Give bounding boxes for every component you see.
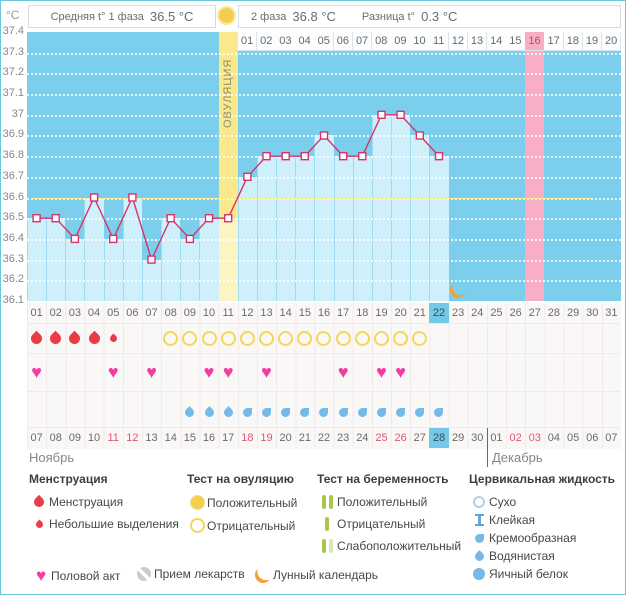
legend-item-label: Сухо bbox=[489, 495, 517, 509]
calendar-date-cell: 13 bbox=[145, 432, 158, 444]
temperature-marker bbox=[110, 235, 117, 242]
calendar-date-cell: 07 bbox=[30, 432, 43, 444]
menstruation-icon bbox=[84, 324, 103, 352]
calendar-date-cell: 25 bbox=[375, 432, 388, 444]
y-axis-tick-label: 37.3 bbox=[2, 45, 24, 58]
ovulation-test-negative-icon bbox=[316, 331, 331, 346]
legend-item bbox=[317, 539, 467, 553]
calendar-date-cell: 14 bbox=[164, 432, 177, 444]
cervical-creamy-cell bbox=[391, 399, 410, 425]
y-axis-tick-label: 37.1 bbox=[2, 87, 24, 100]
legend-item-label: Отрицательный bbox=[207, 518, 296, 533]
test-negative-icon bbox=[190, 518, 205, 533]
legend-item bbox=[29, 495, 184, 509]
cycle-day-cell: 17 bbox=[337, 307, 350, 319]
legend-item-label: Яичный белок bbox=[489, 567, 568, 581]
intercourse-heart-icon: ♥ bbox=[31, 362, 42, 382]
legend-item-label: Отрицательный bbox=[337, 517, 426, 531]
dpo-cell: 14 bbox=[487, 32, 507, 51]
intercourse-heart-icon: ♥ bbox=[395, 362, 406, 382]
cycle-day-cell: 31 bbox=[605, 307, 618, 319]
ovulation-test-negative-icon bbox=[355, 331, 370, 346]
calendar-date-cell: 15 bbox=[183, 432, 196, 444]
dpo-cell: 03 bbox=[276, 32, 296, 51]
sticky-icon bbox=[475, 514, 484, 526]
temperature-marker bbox=[282, 153, 289, 160]
phase2-value: 36.8 °C bbox=[292, 9, 336, 24]
legend-item-label: Половой акт bbox=[51, 568, 121, 583]
cycle-day-cell: 02 bbox=[49, 307, 62, 319]
cervical-creamy-cell bbox=[410, 399, 429, 425]
dpo-cell: 11 bbox=[429, 32, 449, 51]
spotting-drop-icon bbox=[34, 519, 44, 529]
cycle-day-cell: 03 bbox=[68, 307, 82, 319]
legend-item bbox=[317, 517, 467, 531]
ovulation-test-cell bbox=[161, 324, 180, 352]
creamy-drop-icon bbox=[339, 408, 348, 417]
intercourse-heart-icon: ♥ bbox=[337, 362, 349, 382]
cycle-day-cell: 27 bbox=[528, 307, 541, 319]
legend-item-label: Кремообразная bbox=[489, 531, 577, 545]
ovulation-test-negative-icon bbox=[259, 331, 274, 346]
creamy-icon bbox=[475, 534, 484, 543]
cervical-creamy-cell bbox=[314, 399, 333, 425]
cycle-day-cell: 15 bbox=[298, 307, 311, 319]
calendar-date-cell: 08 bbox=[49, 432, 62, 444]
temperature-marker bbox=[359, 153, 366, 160]
cycle-day-cell: 16 bbox=[317, 307, 331, 319]
ovulation-test-cell bbox=[353, 324, 372, 352]
dpo-cell: 17 bbox=[544, 32, 564, 51]
temperature-marker bbox=[263, 153, 270, 160]
dpo-cell: 12 bbox=[449, 32, 469, 51]
watery-icon bbox=[473, 550, 486, 563]
ovulation-test-cell bbox=[334, 324, 353, 352]
row-separator bbox=[27, 391, 621, 392]
legend-item bbox=[469, 531, 624, 545]
drop-icon bbox=[108, 333, 118, 343]
calendar-date-cell: 12 bbox=[126, 432, 139, 444]
cycle-day-cell: 28 bbox=[547, 307, 561, 319]
creamy-drop-icon bbox=[281, 408, 290, 417]
dpo-cell: 18 bbox=[564, 32, 584, 51]
ovulation-test-negative-icon bbox=[163, 331, 178, 346]
chart-area bbox=[27, 32, 621, 301]
dpo-cell: 06 bbox=[334, 32, 354, 51]
calendar-date-cell: 02 bbox=[509, 432, 522, 444]
y-axis-tick-label: 36.1 bbox=[2, 294, 24, 306]
calendar-date-cell: 24 bbox=[356, 432, 369, 444]
dpo-cell: 20 bbox=[602, 32, 621, 51]
ovulation-test-cell bbox=[314, 324, 333, 352]
creamy-drop-icon bbox=[377, 408, 386, 417]
lunar-moon-icon bbox=[255, 567, 271, 583]
cycle-day-cell: 23 bbox=[452, 307, 465, 319]
ovulation-test-cell bbox=[276, 324, 295, 352]
intercourse-cell bbox=[257, 359, 276, 385]
dpo-cell: 07 bbox=[353, 32, 373, 51]
y-axis-tick-label: 36.3 bbox=[2, 252, 24, 265]
intercourse-cell bbox=[372, 359, 391, 385]
cycle-day-cell: 06 bbox=[126, 307, 139, 319]
dpo-cell: 13 bbox=[468, 32, 488, 51]
dpo-cell: 10 bbox=[410, 32, 430, 51]
test-bar bbox=[329, 539, 333, 553]
ovulation-test-negative-icon bbox=[240, 331, 255, 346]
phase1-average-box bbox=[28, 5, 216, 28]
drop-icon bbox=[29, 330, 45, 346]
dpo-cell: 05 bbox=[314, 32, 334, 51]
ovulation-positive-icon bbox=[217, 6, 236, 25]
legend-title-menstruation: Менструация bbox=[29, 472, 108, 486]
ovulation-test-negative-icon bbox=[202, 331, 217, 346]
cycle-day-cell: 08 bbox=[164, 307, 177, 319]
temperature-marker bbox=[244, 173, 251, 180]
month-divider bbox=[487, 428, 488, 467]
ovulation-test-negative-icon bbox=[278, 331, 293, 346]
month-label-november: Ноябрь bbox=[29, 450, 75, 465]
dry-icon bbox=[473, 496, 485, 508]
cycle-day-cell: 22 bbox=[429, 303, 448, 323]
y-axis-tick-label: 36.5 bbox=[2, 211, 24, 224]
cycle-day-cell: 18 bbox=[356, 307, 369, 319]
dpo-cell: 16 bbox=[525, 32, 545, 51]
calendar-date-cell: 16 bbox=[202, 432, 216, 444]
ovulation-test-cell bbox=[257, 324, 276, 352]
cycle-day-cell: 12 bbox=[241, 307, 254, 319]
calendar-date-cell: 04 bbox=[547, 432, 561, 444]
legend-title-pregnancy_test: Тест на беременность bbox=[317, 472, 449, 486]
cycle-day-cell: 10 bbox=[202, 307, 216, 319]
legend-title-cervical_fluid: Цервикальная жидкость bbox=[469, 472, 616, 486]
test-positive-icon bbox=[190, 495, 205, 510]
legend-extra-medication bbox=[134, 567, 245, 581]
calendar-date-cell: 06 bbox=[586, 432, 599, 444]
ovulation-test-cell bbox=[238, 324, 257, 352]
calendar-date-cell: 07 bbox=[605, 432, 618, 444]
creamy-drop-icon bbox=[300, 408, 309, 417]
temperature-marker bbox=[186, 235, 193, 242]
legend-item bbox=[469, 549, 624, 563]
cervical-creamy-cell bbox=[295, 399, 314, 425]
cycle-day-cell: 05 bbox=[107, 307, 120, 319]
legend-item-label: Лунный календарь bbox=[273, 568, 379, 582]
legend-extra-lunar-calendar bbox=[253, 567, 378, 583]
cycle-day-cell: 04 bbox=[87, 307, 101, 319]
drop-icon bbox=[86, 330, 102, 346]
legend-column-ovulation_test bbox=[187, 472, 315, 541]
ovulation-test-cell bbox=[410, 324, 429, 352]
creamy-drop-icon bbox=[396, 408, 405, 417]
phase1-value: 36.5 °C bbox=[149, 9, 194, 24]
temperature-marker bbox=[33, 215, 40, 222]
legend-item bbox=[29, 517, 184, 531]
cycle-day-cell: 01 bbox=[30, 307, 43, 319]
temperature-marker bbox=[129, 194, 136, 201]
calendar-date-cell: 10 bbox=[87, 432, 101, 444]
ovulation-test-cell bbox=[391, 324, 410, 352]
pregnancy-test-bars-icon bbox=[325, 517, 329, 531]
ovulation-test-cell bbox=[295, 324, 314, 352]
dpo-cell: 02 bbox=[257, 32, 277, 51]
cycle-day-cell: 29 bbox=[566, 307, 580, 319]
intercourse-cell bbox=[27, 359, 46, 385]
legend-item-label: Водянистая bbox=[489, 549, 555, 563]
temperature-marker bbox=[436, 153, 443, 160]
cervical-creamy-cell bbox=[257, 399, 276, 425]
cervical-creamy-cell bbox=[334, 399, 353, 425]
intercourse-cell bbox=[219, 359, 238, 385]
spotting-icon bbox=[104, 324, 123, 352]
calendar-date-cell: 11 bbox=[107, 432, 119, 444]
ovulation-test-negative-icon bbox=[412, 331, 427, 346]
cervical-watery-cell bbox=[219, 399, 238, 425]
intercourse-heart-icon: ♥ bbox=[261, 362, 272, 382]
calendar-date-cell: 27 bbox=[413, 432, 426, 444]
cervical-creamy-cell bbox=[238, 399, 257, 425]
calendar-date-cell: 19 bbox=[260, 432, 273, 444]
temperature-marker bbox=[52, 215, 59, 222]
temperature-marker bbox=[301, 153, 308, 160]
calendar-date-cell: 18 bbox=[241, 432, 254, 444]
cervical-creamy-cell bbox=[353, 399, 372, 425]
legend-item bbox=[317, 495, 467, 509]
cycle-day-cell: 26 bbox=[509, 307, 522, 319]
cycle-day-cell: 13 bbox=[260, 307, 273, 319]
ovulation-test-negative-icon bbox=[374, 331, 389, 346]
phase2-box bbox=[238, 5, 621, 28]
calendar-date-cell: 26 bbox=[394, 432, 407, 444]
drop-icon bbox=[203, 406, 216, 419]
drop-icon bbox=[222, 406, 235, 419]
cervical-creamy-cell bbox=[276, 399, 295, 425]
legend-item bbox=[469, 513, 624, 527]
creamy-drop-icon bbox=[415, 408, 424, 417]
temperature-line bbox=[27, 32, 621, 301]
temperature-marker bbox=[321, 132, 328, 139]
cervical-creamy-cell bbox=[429, 399, 448, 425]
y-axis-tick-label: 36.6 bbox=[2, 190, 24, 203]
calendar-date-cell: 03 bbox=[528, 432, 541, 444]
legend-item bbox=[187, 495, 315, 510]
calendar-date-cell: 30 bbox=[471, 432, 484, 444]
ovulation-test-negative-icon bbox=[221, 331, 236, 346]
ovulation-label: ОВУЛЯЦИЯ bbox=[221, 58, 234, 128]
calendar-date-cell: 29 bbox=[452, 432, 465, 444]
diff-value: 0.3 °C bbox=[421, 9, 458, 24]
calendar-date-cell: 23 bbox=[337, 432, 350, 444]
y-axis-tick-label: 36.9 bbox=[2, 128, 24, 141]
cycle-day-cell: 21 bbox=[413, 307, 426, 319]
cycle-day-cell: 25 bbox=[490, 307, 503, 319]
creamy-drop-icon bbox=[243, 408, 252, 417]
legend-item-label: Клейкая bbox=[489, 513, 536, 527]
ovulation-test-negative-icon bbox=[182, 331, 197, 346]
cycle-day-cell: 09 bbox=[183, 307, 196, 319]
drop-icon bbox=[67, 330, 83, 346]
dpo-cell: 04 bbox=[295, 32, 315, 51]
legend-item-label: Менструация bbox=[49, 495, 124, 509]
legend-item-label: Прием лекарств bbox=[154, 567, 245, 581]
y-axis-tick-label: 37.2 bbox=[2, 66, 24, 79]
temperature-marker bbox=[148, 256, 155, 263]
legend-title-ovulation_test: Тест на овуляцию bbox=[187, 472, 294, 486]
calendar-date-cell: 05 bbox=[566, 432, 580, 444]
temperature-marker bbox=[225, 215, 232, 222]
legend-column-pregnancy_test bbox=[317, 472, 467, 561]
pregnancy-test-bars-icon bbox=[322, 495, 333, 509]
test-bar bbox=[322, 539, 326, 553]
pregnancy-test-bars-icon bbox=[322, 539, 333, 553]
dpo-cell: 01 bbox=[238, 32, 258, 51]
legend-item-label: Положительный bbox=[207, 495, 298, 510]
ovulation-test-cell bbox=[372, 324, 391, 352]
cycle-day-cell: 20 bbox=[394, 307, 407, 319]
intercourse-cell bbox=[142, 359, 161, 385]
ovulation-test-cell bbox=[219, 324, 238, 352]
y-axis-tick-label: 37.4 bbox=[2, 25, 24, 37]
ovulation-test-negative-icon bbox=[297, 331, 312, 346]
ovulation-test-negative-icon bbox=[393, 331, 408, 346]
cervical-watery-cell bbox=[199, 399, 218, 425]
creamy-drop-icon bbox=[358, 408, 367, 417]
legend-item bbox=[187, 518, 315, 533]
temperature-marker bbox=[416, 132, 423, 139]
dpo-cell: 09 bbox=[391, 32, 411, 51]
menstruation-drop-icon bbox=[32, 495, 46, 509]
temperature-marker bbox=[206, 215, 213, 222]
intercourse-heart-icon: ♥ bbox=[107, 362, 119, 382]
ovulation-test-cell bbox=[180, 324, 199, 352]
legend-item bbox=[469, 495, 624, 509]
temperature-marker bbox=[397, 111, 404, 118]
y-axis-tick-label: 36.8 bbox=[2, 149, 24, 162]
legend-item-label: Слабоположительный bbox=[337, 539, 462, 553]
phase1-label: Средняя t° 1 фаза bbox=[50, 10, 144, 23]
dpo-cell: 08 bbox=[372, 32, 392, 51]
symbol-rows bbox=[27, 303, 621, 449]
intercourse-cell bbox=[334, 359, 353, 385]
menstruation-icon bbox=[46, 324, 65, 352]
ovulation-test-negative-icon bbox=[336, 331, 351, 346]
cycle-day-cell: 07 bbox=[145, 307, 158, 319]
drop-icon bbox=[183, 406, 196, 419]
intercourse-heart-icon: ♥ bbox=[376, 362, 387, 382]
test-bar bbox=[322, 495, 326, 509]
y-axis-tick-label: 37 bbox=[11, 107, 24, 120]
creamy-drop-icon bbox=[262, 408, 271, 417]
cycle-day-cell: 11 bbox=[222, 307, 234, 319]
intercourse-heart-icon: ♥ bbox=[35, 566, 47, 585]
intercourse-cell bbox=[391, 359, 410, 385]
y-axis-tick-label: 36.4 bbox=[2, 231, 24, 244]
intercourse-cell bbox=[104, 359, 123, 385]
menstruation-icon bbox=[27, 324, 46, 352]
ovulation-test-cell bbox=[199, 324, 218, 352]
test-bar bbox=[325, 517, 329, 531]
creamy-drop-icon bbox=[434, 408, 443, 417]
intercourse-heart-icon: ♥ bbox=[203, 362, 215, 382]
cycle-day-cell: 30 bbox=[586, 307, 599, 319]
legend-extra-intercourse bbox=[31, 567, 120, 584]
legend-item-label: Положительный bbox=[337, 495, 428, 509]
dpo-cell: 15 bbox=[506, 32, 526, 51]
intercourse-heart-icon: ♥ bbox=[146, 362, 157, 382]
eggwhite-icon bbox=[473, 568, 485, 580]
row-separator bbox=[27, 353, 621, 354]
temperature-marker bbox=[71, 235, 78, 242]
y-axis-tick-label: 36.7 bbox=[2, 169, 24, 182]
calendar-date-cell: 21 bbox=[298, 432, 311, 444]
cycle-day-cell: 14 bbox=[279, 307, 292, 319]
legend-item bbox=[469, 567, 624, 581]
calendar-date-cell: 28 bbox=[429, 428, 448, 448]
calendar-date-cell: 22 bbox=[317, 432, 331, 444]
medication-pill-icon bbox=[137, 567, 151, 581]
cycle-day-cell: 19 bbox=[375, 307, 388, 319]
test-bar bbox=[329, 495, 333, 509]
calendar-date-cell: 17 bbox=[222, 432, 235, 444]
legend-item-label: Небольшие выделения bbox=[49, 517, 179, 531]
intercourse-cell bbox=[199, 359, 218, 385]
menstruation-icon bbox=[65, 324, 84, 352]
cycle-day-cell: 24 bbox=[471, 307, 484, 319]
temperature-marker bbox=[378, 111, 385, 118]
units-label: °C bbox=[6, 8, 20, 22]
cervical-watery-cell bbox=[180, 399, 199, 425]
calendar-date-cell: 01 bbox=[490, 432, 503, 444]
calendar-date-cell: 20 bbox=[279, 432, 292, 444]
cervical-creamy-cell bbox=[372, 399, 391, 425]
y-axis-tick-label: 36.2 bbox=[2, 273, 24, 286]
creamy-drop-icon bbox=[319, 408, 328, 417]
legend-column-menstruation bbox=[29, 472, 184, 539]
phase2-label: 2 фаза bbox=[251, 10, 287, 23]
intercourse-heart-icon: ♥ bbox=[222, 362, 234, 382]
month-label-december: Декабрь bbox=[492, 450, 543, 465]
temperature-marker bbox=[340, 153, 347, 160]
drop-icon bbox=[48, 330, 64, 346]
calendar-date-cell: 09 bbox=[68, 432, 82, 444]
temperature-marker bbox=[167, 215, 174, 222]
temperature-marker bbox=[91, 194, 98, 201]
legend-column-cervical_fluid bbox=[469, 472, 624, 585]
diff-label: Разница t° bbox=[361, 10, 416, 23]
dpo-cell: 19 bbox=[583, 32, 603, 51]
